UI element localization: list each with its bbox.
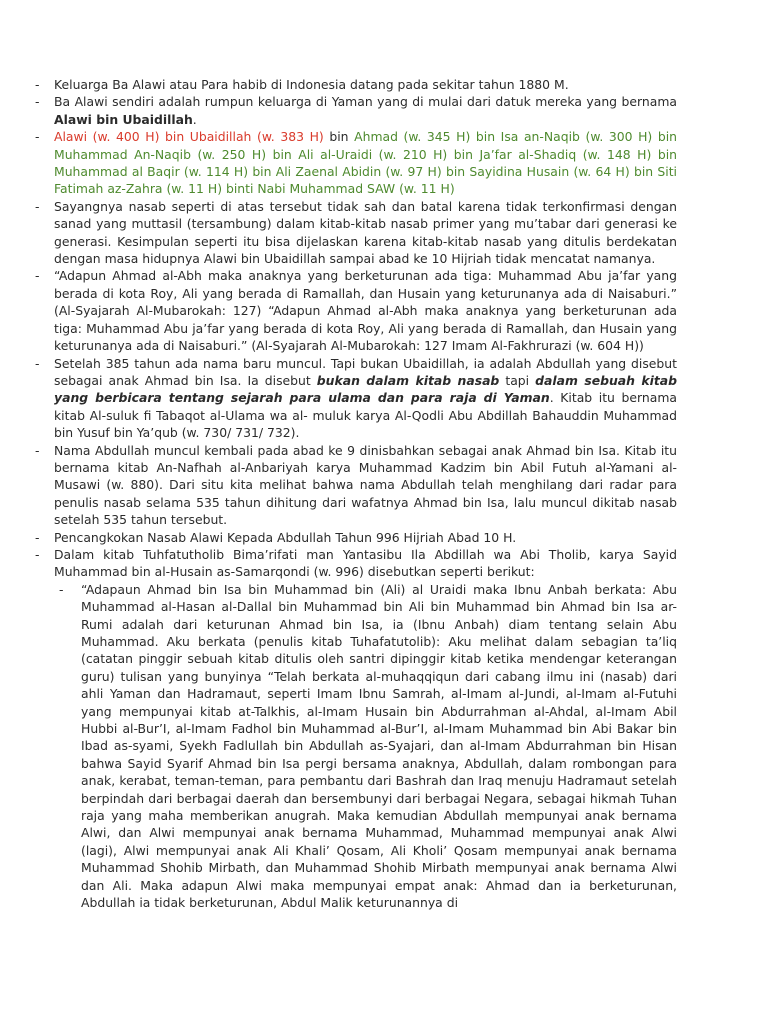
list-item: - Pencangkokan Nasab Alawi Kepada Abdullah Tahun 996 Hijriah Abad 10 H.: [35, 529, 677, 546]
list-item: - Nama Abdullah muncul kembali pada abad ke 9 dinisbahkan sebagai anak Ahmad bin Isa. Kitab itu bernama kitab An-Nafhah al-Anbariyah karya Muhammad Kadzim bin Abil Futuh al-Yamani al-Musawi (w. 880). Dari situ kita melihat bahwa nama Abdullah telah menghilang dari radar para penulis nasab selama 535 tahun dihitung dari wafatnya Ahmad bin Isa, lalu muncul dikitab nasab setelah 535 tahun tersebut.: [35, 442, 677, 529]
list-item: - “Adapun Ahmad al-Abh maka anaknya yang berketurunan ada tiga: Muhammad Abu ja’far yang berada di kota Roy, Ali yang berada di Ramallah, dan Husain yang keturunanya ada di Naisaburi.” (Al-Syajarah Al-Mubarokah: 127) “Adapun Ahmad al-Abh maka anaknya yang berketurunan ada tiga: Muhammad Abu ja’far yang berada di kota Roy, Ali yang berada di Ramallah, dan Husain yang keturunanya ada di Naisaburi.” (Al-Syajarah Al-Mubarokah: 127 Imam Al-Fakhrurazi (w. 604 H)): [35, 267, 677, 354]
lineage-green-text: Ahmad (w. 345 H) bin Isa an-Naqib (w. 300 H) bin Muhammad An-Naqib (w. 250 H) bin Ali al-Uraidi (w. 210 H) bin Ja’far al-Shadiq (w. 148 H) bin Muhammad al Baqir (w. 114 H) bin Ali Zaenal Abidin (w. 97 H) bin Sayidina Husain (w. 64 H) bin Siti Fatimah az-Zahra (w. 11 H) binti Nabi Muhammad SAW (w. 11 H): [54, 129, 678, 197]
main-bullet-list: [35, 76, 677, 581]
list-item: - Sayangnya nasab seperti di atas tersebut tidak sah dan batal karena tidak terkonfirmasi dengan sanad yang muttasil (tersambung) dalam kitab-kitab nasab primer yang mu’tabar dari generasi ke generasi. Kesimpulan seperti itu bisa dijelaskan karena kitab-kitab nasab yang ditulis berdekatan dengan masa hidupnya Alawi bin Ubaidillah sampai abad ke 10 Hijriah tidak mencatat namanya.: [35, 198, 677, 268]
item-text: Ba Alawi sendiri adalah rumpun keluarga di Yaman yang di mulai dari datuk mereka yang bernama: [54, 94, 677, 110]
sub-list-item: - “Adapaun Ahmad bin Isa bin Muhammad bin (Ali) al Uraidi maka Ibnu Anbah berkata: Abu Muhammad al-Hasan al-Dallal bin Muhammad bin Ali bin Muhammad bin Ahmad bin Isa ar-Rumi adalah dari keturunan Ahmad bin Isa, ia (Ibnu Anbah) diam tentang selain Abu Muhammad. Aku berkata (penulis kitab Tuhafatutolib): Aku melihat dalam sebagian ta’liq (catatan pinggir sebuah kitab ditulis oleh santri dipinggir kitab ketika mendengar keterangan guru) tulisan yang bunyinya “Telah berkata al-muhaqqiqun dari cabang ilmu ini (nasab) dari ahli Yaman dan Hadramaut, seperti Imam Ibnu Samrah, al-Imam al-Jundi, al-Imam al-Futuhi yang mempunyai kitab at-Talkhis, al-Imam Husain bin Abdurrahman al-Ahdal, al-Imam Abil Hubbi al-Bur’I, al-Imam Fadhol bin Muhammad al-Bur’I, al-Imam Muhammad bin Abi Bakar bin Ibad as-syami, Syekh Fadlullah bin Abdullah as-Syajari, dan al-Imam Abdurrahman bin Hisan bahwa Sayid Syarif Ahmad bin Isa pergi bersama anaknya, Abdullah, dalam rombongan para anak, kerabat, teman-teman, para pembantu dari Bashrah dan Iraq menuju Hadramaut setelah berpindah dari berbagai daerah dan bersembunyi dari berbagai Negara, sebagai hikmah Tuhan raja yang maha memberikan anugrah. Maka kemudian Abdullah mempunyai anak bernama Alwi, dan Alwi mempunyai anak bernama Muhammad, Muhammad mempunyai anak Alwi (lagi), Alwi mempunyai anak Ali Khali’ Qosam, Ali Kholi’ Qosam mempunyai anak bernama Muhammad Shohib Mirbath, dan Muhammad Shohib Mirbath mempunyai anak bernama Alwi dan Ali. Maka adapun Alwi maka mempunyai empat anak: Ahmad dan ia berketurunan, Abdullah ia tidak berketurunan, Abdul Malik keturunannya di: [54, 581, 677, 912]
list-item: [35, 128, 677, 198]
lineage-red-text: Alawi (w. 400 H) bin Ubaidillah (w. 383 H): [54, 129, 324, 145]
list-item: - Keluarga Ba Alawi atau Para habib di Indonesia datang pada sekitar tahun 1880 M.: [35, 76, 677, 93]
list-item: - Dalam kitab Tuhfatutholib Bima’rifati man Yantasibu Ila Abdillah wa Abi Tholib, karya Sayid Muhammad bin al-Husain as-Samarqondi (w. 996) disebutkan seperti berikut:: [35, 546, 677, 581]
bold-italic-phrase: dalam sebuah kitab yang berbicara tentang sejarah para ulama dan para raja di Yaman: [54, 372, 678, 406]
list-item: [35, 93, 677, 128]
list-item: [35, 355, 677, 442]
sub-bullet-list: [54, 581, 677, 912]
item-text: bin: [323, 129, 355, 145]
item-text: .: [192, 111, 197, 127]
bold-name: Alawi bin Ubaidillah: [54, 111, 193, 127]
document-body: [35, 76, 677, 912]
bold-italic-phrase: bukan dalam kitab nasab: [316, 372, 500, 388]
item-text: . Kitab itu bernama kitab Al-suluk fi Tabaqot al-Ulama wa al- muluk karya Al-Qodli Abu Abdillah Bahauddin Muhammad bin Yusuf bin Ya’qub (w. 730/ 731/ 732).: [54, 390, 677, 441]
item-text: tapi: [499, 372, 536, 388]
item-text: Setelah 385 tahun ada nama baru muncul. Tapi bukan Ubaidillah, ia adalah Abdullah yang disebut sebagai anak Ahmad bin Isa. Ia disebut: [54, 355, 677, 388]
